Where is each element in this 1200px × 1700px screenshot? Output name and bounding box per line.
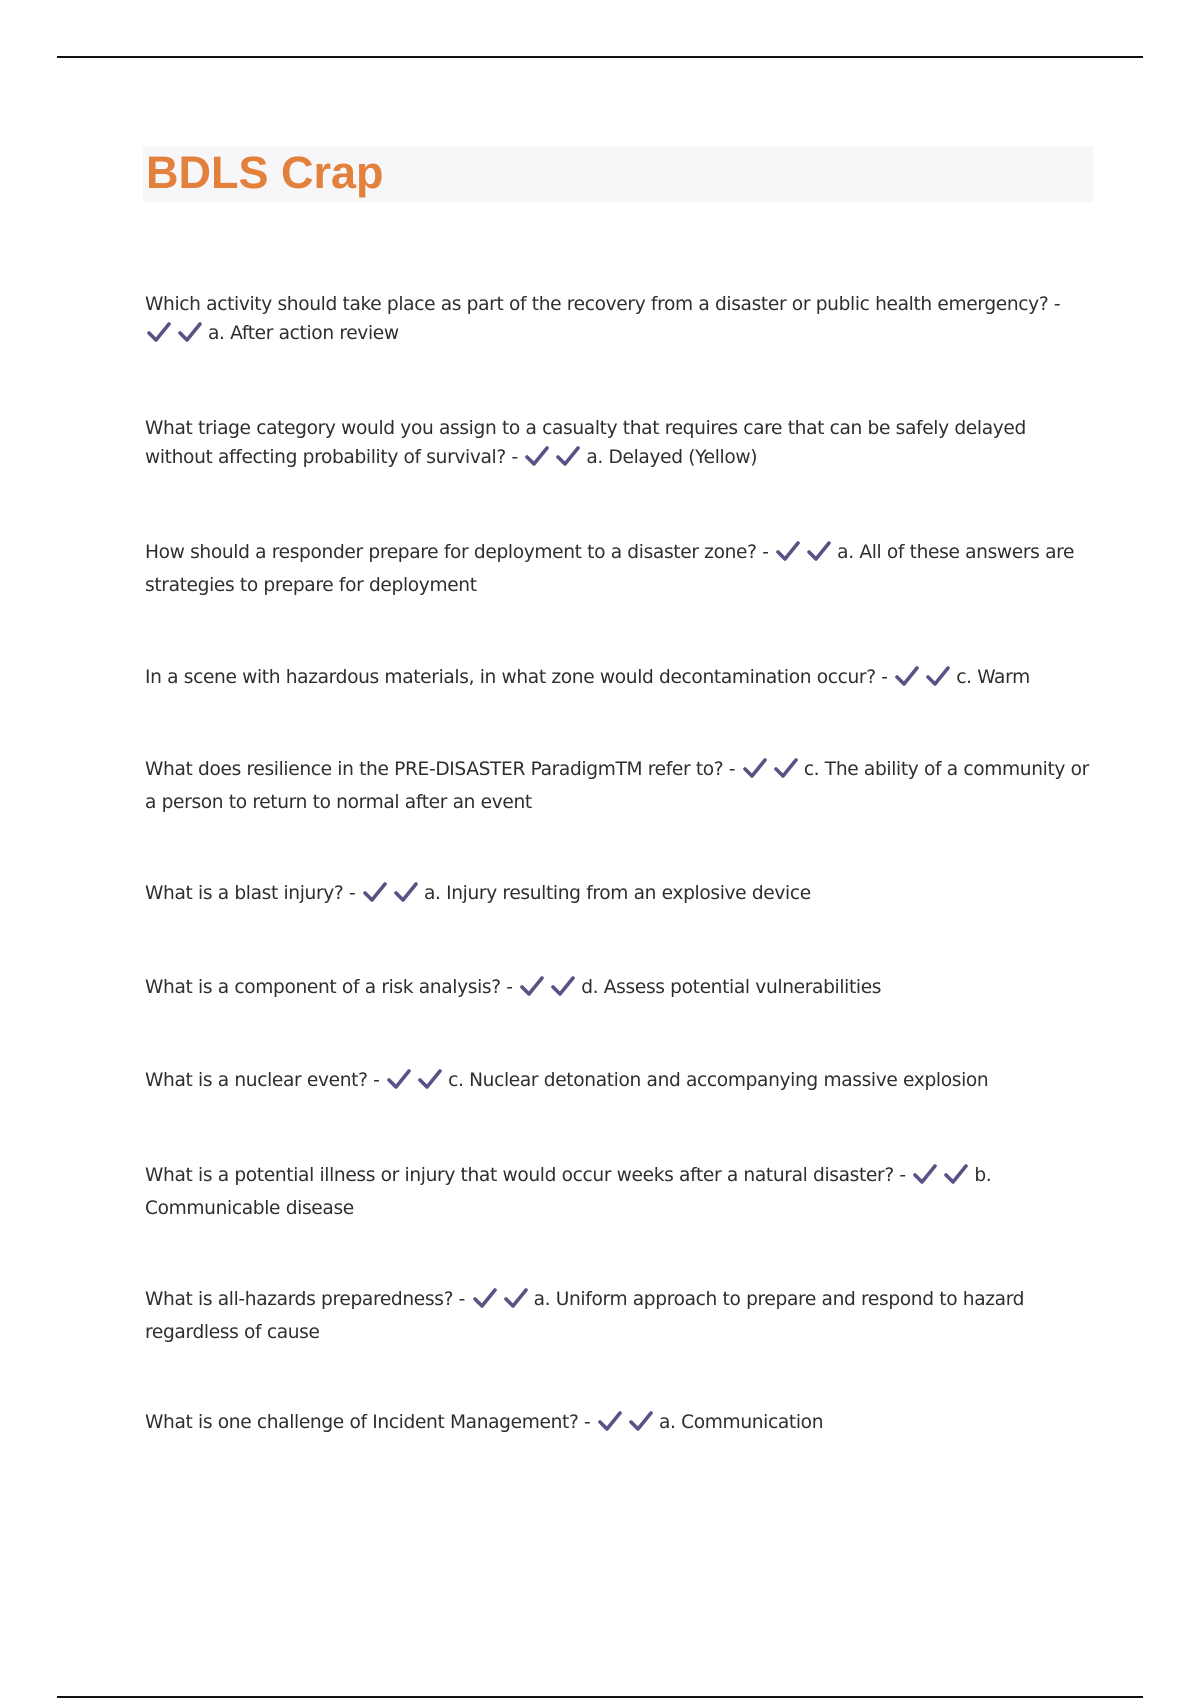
answer-text: c. Warm — [956, 667, 1030, 688]
check-icon — [472, 1287, 498, 1309]
separator: - — [578, 1412, 596, 1433]
check-icon — [519, 975, 545, 997]
answer-text: a. Delayed (Yellow) — [586, 447, 758, 468]
check-icon — [362, 881, 388, 903]
answer-text: b. Communicable disease — [145, 1165, 992, 1219]
list-item — [145, 1408, 1095, 1441]
separator: - — [500, 977, 519, 998]
separator: - — [343, 883, 361, 904]
list-item — [145, 414, 1095, 476]
answer-checks — [524, 445, 584, 476]
question-text: What does resilience in the PRE-DISASTER ParadigmTM refer to? — [145, 759, 724, 780]
check-icon — [597, 1410, 623, 1432]
answer-checks — [362, 881, 422, 912]
list-item — [145, 879, 1095, 912]
check-icon — [524, 445, 550, 467]
separator: - — [367, 1070, 386, 1091]
separator: - — [756, 542, 775, 563]
check-icon — [806, 540, 832, 562]
answer-text: a. Injury resulting from an explosive device — [423, 883, 811, 904]
check-icon — [177, 321, 203, 343]
check-icon — [912, 1163, 938, 1185]
footer-rule — [57, 1696, 1143, 1698]
answer-text: a. Communication — [658, 1412, 824, 1433]
question-text: How should a responder prepare for deployment to a disaster zone? — [145, 542, 757, 563]
answer-text: d. Assess potential vulnerabilities — [581, 977, 882, 998]
separator: - — [505, 447, 524, 468]
separator: - — [1048, 294, 1061, 315]
page-title: BDLS Crap — [146, 147, 384, 198]
check-icon — [773, 757, 799, 779]
question-text: In a scene with hazardous materials, in what zone would decontamination occur? — [145, 667, 876, 688]
answer-checks — [912, 1163, 972, 1194]
separator: - — [453, 1289, 471, 1310]
question-text: What is a blast injury? — [145, 883, 344, 904]
answer-text: a. After action review — [208, 323, 399, 344]
list-item — [145, 755, 1095, 817]
answer-checks — [775, 540, 835, 571]
list-item — [145, 538, 1095, 600]
check-icon — [775, 540, 801, 562]
check-icon — [550, 975, 576, 997]
separator: - — [875, 667, 894, 688]
check-icon — [503, 1287, 529, 1309]
separator: - — [893, 1165, 912, 1186]
list-item — [145, 663, 1095, 696]
answer-text: a. All of these answers are strategies to prepare for deployment — [145, 542, 1075, 596]
list-item — [145, 973, 1095, 1006]
header-rule — [57, 56, 1143, 58]
answer-checks — [472, 1287, 532, 1318]
check-icon — [894, 665, 920, 687]
list-item — [145, 1285, 1095, 1347]
check-icon — [146, 321, 172, 343]
question-text: What is a component of a risk analysis? — [145, 977, 501, 998]
answer-text: c. The ability of a community or a person to return to normal after an event — [145, 759, 1089, 813]
check-icon — [628, 1410, 654, 1432]
answer-checks — [386, 1068, 446, 1099]
check-icon — [417, 1068, 443, 1090]
check-icon — [386, 1068, 412, 1090]
check-icon — [742, 757, 768, 779]
question-text: What is one challenge of Incident Management? — [145, 1412, 579, 1433]
question-text: What is a nuclear event? — [145, 1070, 368, 1091]
check-icon — [943, 1163, 969, 1185]
answer-checks — [519, 975, 579, 1006]
check-icon — [555, 445, 581, 467]
answer-checks — [894, 665, 954, 696]
list-item — [145, 290, 1095, 352]
question-text: Which activity should take place as part of the recovery from a disaster or public health emergency? — [145, 294, 1049, 315]
list-item — [145, 1161, 1095, 1223]
question-text: What is a potential illness or injury that would occur weeks after a natural disaster? — [145, 1165, 894, 1186]
answer-checks — [146, 321, 206, 352]
question-text: What triage category would you assign to a casualty that requires care that can be safely delayed without affecting probability of survival? — [145, 418, 1026, 468]
answer-text: a. Uniform approach to prepare and respond to hazard regardless of cause — [145, 1289, 1025, 1343]
question-text: What is all-hazards preparedness? — [145, 1289, 454, 1310]
answer-checks — [597, 1410, 657, 1441]
check-icon — [393, 881, 419, 903]
check-icon — [925, 665, 951, 687]
list-item — [145, 1066, 1095, 1099]
answer-checks — [742, 757, 802, 788]
separator: - — [723, 759, 741, 780]
answer-text: c. Nuclear detonation and accompanying massive explosion — [448, 1070, 989, 1091]
